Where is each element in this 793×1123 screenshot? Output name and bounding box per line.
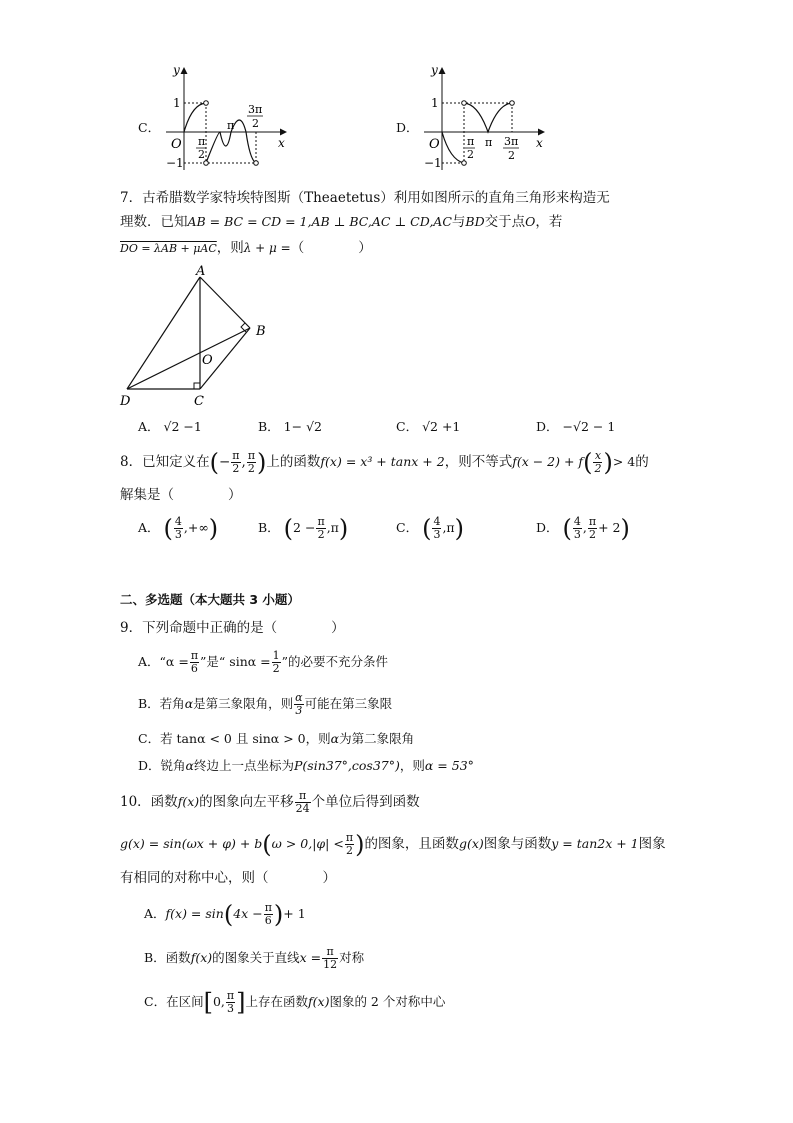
svg-text:C: C: [194, 394, 204, 409]
segment-AB: [200, 277, 250, 328]
svg-text:1: 1: [173, 96, 181, 110]
q9-option-c[interactable]: C．若 tanα < 0 且 sinα > 0，则α为第二象限角: [138, 731, 415, 746]
q10-line1: 10．函数f(x)的图象向左平移 $\frac{\pi}{24}$ 个单位后得到函数: [120, 789, 420, 815]
svg-text:π: π: [198, 135, 206, 148]
q10-option-b[interactable]: B．函数f(x)的图象关于直线x = $\frac{\pi}{12}$ 对称: [144, 945, 365, 971]
svg-text:O: O: [202, 353, 213, 368]
q9-option-a[interactable]: A．“α = $\frac{\pi}{6}$ ”是“ sinα = $\frac{1}{2}$ ”的必要不充分条件: [138, 649, 389, 675]
svg-text:2: 2: [252, 117, 259, 130]
q7-line3: DO = λAB + μAC，则λ + μ =（ ）: [120, 240, 372, 256]
svg-text:π: π: [485, 136, 493, 149]
q8-line2: 解集是（ ）: [120, 487, 242, 503]
q7-figure: [112, 262, 282, 412]
q7-option-c[interactable]: C． √2 +1: [396, 419, 461, 434]
svg-text:π: π: [227, 119, 235, 132]
q10-option-c[interactable]: C．在区间[0, $\frac{\pi}{3}$ ]上存在函数f(x)图象的 2 个对称中心: [144, 988, 446, 1017]
q8-option-b[interactable]: B． (2 − $\frac{\pi}{2}$ ,π): [258, 514, 349, 543]
option-c-label: C．: [138, 120, 161, 135]
svg-text:2: 2: [508, 149, 515, 162]
svg-text:3π: 3π: [248, 103, 263, 116]
q7-line1: 7．古希腊数学家特埃特图斯（Theaetetus）利用如图所示的直角三角形来构造无: [120, 190, 610, 206]
svg-text:3π: 3π: [504, 135, 519, 148]
q9-option-b[interactable]: B．若角α是第三象限角，则 $\frac{\alpha}{3}$ 可能在第三象限: [138, 691, 393, 717]
q10-option-a[interactable]: A．f(x) = sin(4x − $\frac{\pi}{6}$ )+ 1: [144, 900, 306, 929]
graph-option-c: [160, 60, 295, 175]
q9-option-d[interactable]: D．锐角α终边上一点坐标为P(sin37°,cos37°)，则α = 53°: [138, 758, 474, 773]
svg-text:y: y: [173, 63, 180, 77]
graph-option-d: [418, 60, 553, 175]
svg-text:A: A: [196, 264, 206, 279]
svg-text:O: O: [429, 137, 440, 152]
svg-text:2: 2: [467, 148, 474, 161]
svg-text:2: 2: [198, 148, 205, 161]
q7-option-b[interactable]: B． 1− √2: [258, 419, 322, 434]
svg-text:O: O: [171, 137, 182, 152]
q7-option-a[interactable]: A． √2 −1: [138, 419, 202, 434]
svg-text:π: π: [467, 135, 475, 148]
q8-option-d[interactable]: D． ( $\frac{4}{3}$ , $\frac{\pi}{2}$ + 2): [536, 514, 630, 543]
svg-text:x: x: [536, 136, 543, 150]
q10-line2: g(x) = sin(ωx + φ) + b(ω > 0,|φ| < $\frac{\pi}{2}$ )的图象，且函数g(x)图象与函数y = tan2x + 1图象: [120, 830, 666, 859]
svg-text:−1: −1: [166, 156, 184, 170]
svg-text:−1: −1: [424, 156, 442, 170]
q7-option-d[interactable]: D． −√2 − 1: [536, 419, 616, 434]
svg-text:D: D: [120, 394, 131, 409]
section-heading: 二、多选题（本大题共 3 小题）: [120, 592, 300, 607]
option-d-label: D．: [396, 120, 419, 135]
segment-AD: [127, 277, 200, 389]
segment-DB: [127, 328, 250, 389]
q10-line3: 有相同的对称中心，则（ ）: [120, 870, 336, 886]
q9-stem: 9．下列命题中正确的是（ ）: [120, 620, 345, 636]
curve-c-1: [184, 103, 206, 132]
q7-line2: 理数．已知AB = BC = CD = 1,AB ⊥ BC,AC ⊥ CD,AC与BD交于点O，若: [120, 214, 563, 230]
svg-text:B: B: [256, 324, 266, 339]
svg-text:x: x: [278, 136, 285, 150]
q8-option-c[interactable]: C． ( $\frac{4}{3}$ ,π): [396, 514, 465, 543]
q8-line1: 8．已知定义在(− $\frac{\pi}{2}$ , $\frac{\pi}{2}$ )上的函数f(x) = x³ + tanx + 2，则不等式f(x − 2) + f( $\frac{x}{2}$ )> 4的: [120, 448, 649, 477]
q8-option-a[interactable]: A． ( $\frac{4}{3}$ ,+∞): [138, 514, 219, 543]
svg-text:y: y: [431, 63, 438, 77]
curve-d-2: [464, 103, 512, 132]
svg-text:1: 1: [431, 96, 439, 110]
curve-d-1: [442, 132, 464, 163]
